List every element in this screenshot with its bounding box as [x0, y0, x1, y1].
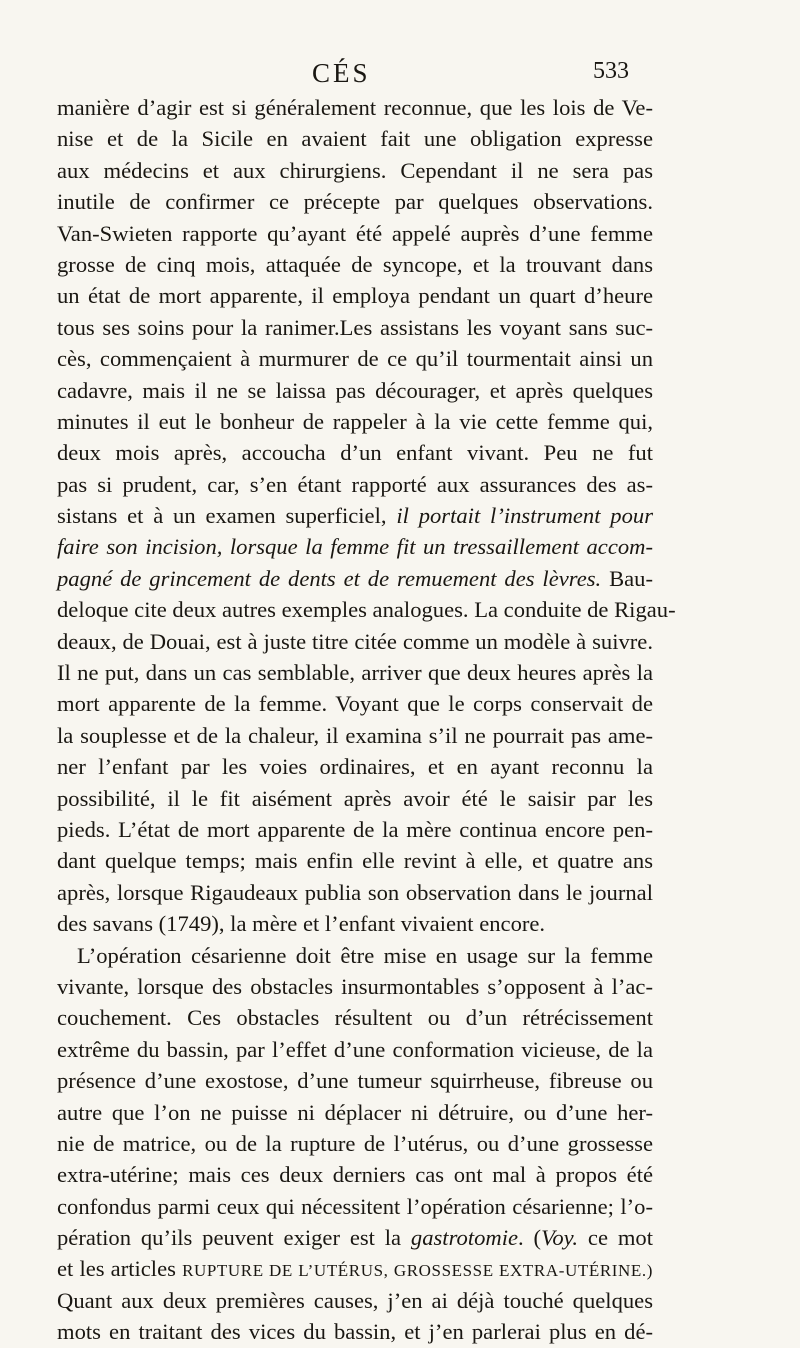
text-run: sistans et à un examen superficiel, [57, 503, 387, 529]
italic-run: il portait l’instrument pour [396, 503, 653, 529]
text-line: possibilité, il le fit aisément après avoir été le saisir par les [57, 785, 653, 811]
text-line: mots en traitant des vices du bassin, et j’en parlerai plus en dé- [57, 1319, 653, 1345]
text-line: extra-utérine; mais ces deux derniers cas ont mal à propos été [57, 1162, 653, 1188]
text-line: extrême du bassin, par l’effet d’une conformation vicieuse, de la [57, 1036, 653, 1062]
text-line: pas si prudent, car, s’en étant rapporté aux assurances des as- [57, 471, 653, 497]
text-line: pieds. L’état de mort apparente de la mère continua encore pen- [57, 816, 653, 842]
text-line: nise et de la Sicile en avaient fait une obligation expresse [57, 126, 653, 152]
text-line: tous ses soins pour la ranimer.Les assistans les voyant sans suc- [57, 314, 653, 340]
italic-run: pagné de grincement de dents et de remuement des lèvres. [57, 565, 602, 591]
text-line [57, 1253, 653, 1284]
text-line: autre que l’on ne puisse ni déplacer ni détruire, ou d’une her- [57, 1099, 653, 1125]
text-run: et les articles [57, 1256, 176, 1282]
text-line [57, 500, 653, 531]
text-line: Van-Swieten rapporte qu’ayant été appelé auprès d’une femme [57, 220, 653, 246]
text-line: Quant aux deux premières causes, j’en ai déjà touché quelques [57, 1287, 653, 1313]
small-caps-run: RUPTURE DE L’UTÉRUS, GROSSESSE EXTRA-UTÉRINE.) [182, 1261, 653, 1281]
text-line: Il ne put, dans un cas semblable, arriver que deux heures après la [57, 660, 653, 686]
text-line: cadavre, mais il ne se laissa pas décourager, et après quelques [57, 377, 653, 403]
text-line: ner l’enfant par les voies ordinaires, et en ayant reconnu la [57, 754, 653, 780]
text-line: manière d’agir est si généralement reconnue, que les lois de Ve- [57, 95, 653, 120]
text-line: L’opération césarienne doit être mise en usage sur la femme [77, 942, 653, 968]
text-line: mort apparente de la femme. Voyant que le corps conservait de [57, 691, 653, 717]
text-line [57, 531, 653, 562]
text-line: un état de mort apparente, il employa pendant un quart d’heure [57, 283, 653, 309]
text-line: inutile de confirmer ce précepte par quelques observations. [57, 189, 653, 215]
text-line [57, 563, 653, 594]
text-run: ce mot [578, 1225, 653, 1251]
text-line: après, lorsque Rigaudeaux publia son observation dans le journal [57, 879, 653, 905]
italic-run: faire son incision, lorsque la femme fit un tressaillement accom- [57, 534, 653, 560]
text-line: vivante, lorsque des obstacles insurmontables s’opposent à l’ac- [57, 973, 653, 999]
text-line: cès, commençaient à murmurer de ce qu’il tourmentait ainsi un [57, 346, 653, 372]
text-line: aux médecins et aux chirurgiens. Cependant il ne sera pas [57, 157, 653, 183]
text-line: des savans (1749), la mère et l’enfant vivaient encore. [57, 911, 546, 937]
page-number: 533 [593, 58, 629, 84]
text-run: Bau- [609, 565, 653, 591]
text-line: nie de matrice, ou de la rupture de l’utérus, ou d’une grossesse [57, 1130, 653, 1156]
running-head: CÉS [312, 58, 371, 88]
text-run: . ( [518, 1225, 542, 1251]
text-line: deux mois après, accoucha d’un enfant vivant. Peu ne fut [57, 440, 653, 466]
italic-run: Voy. [541, 1225, 579, 1251]
text-run: pération qu’ils peuvent exiger est la [57, 1225, 402, 1251]
text-line: couchement. Ces obstacles résultent ou d’un rétrécissement [57, 1005, 653, 1031]
text-line: grosse de cinq mois, attaquée de syncope, et la trouvant dans [57, 251, 653, 277]
body-text [57, 92, 676, 1348]
text-line: minutes il eut le bonheur de rappeler à la vie cette femme qui, [57, 408, 653, 434]
text-line: confondus parmi ceux qui nécessitent l’opération césarienne; l’o- [57, 1193, 653, 1219]
italic-run: gastrotomie [410, 1225, 519, 1251]
text-line: deloque cite deux autres exemples analogues. La conduite de Rigau- [57, 597, 676, 623]
text-line: présence d’une exostose, d’une tumeur squirrheuse, fibreuse ou [57, 1068, 653, 1094]
text-line: la souplesse et de la chaleur, il examina s’il ne pourrait pas ame- [57, 722, 653, 748]
text-line: dant quelque temps; mais enfin elle revint à elle, et quatre ans [57, 848, 653, 874]
text-line [57, 1222, 653, 1253]
text-line: deaux, de Douai, est à juste titre citée comme un modèle à suivre. [57, 628, 653, 654]
